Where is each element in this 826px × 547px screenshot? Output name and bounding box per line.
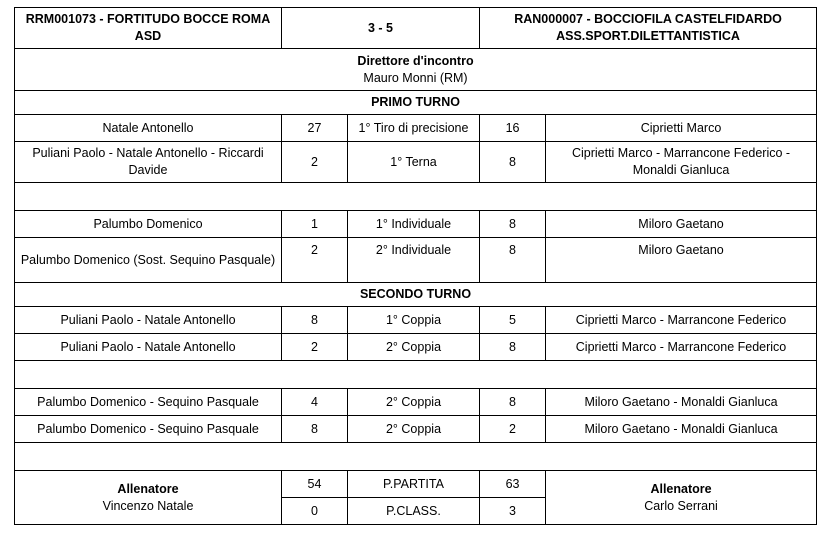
director-name: Mauro Monni (RM) xyxy=(363,70,468,85)
event-name: 2° Coppia xyxy=(348,334,480,361)
home-players: Puliani Paolo - Natale Antonello xyxy=(15,307,282,334)
away-score: 8 xyxy=(480,389,546,416)
home-points-partita: 54 xyxy=(282,471,348,498)
spacer-row xyxy=(15,361,817,389)
away-team-line1: RAN000007 - BOCCIOFILA CASTELFIDARDO xyxy=(514,12,782,26)
away-coach-label: Allenatore xyxy=(650,481,712,496)
away-score: 8 xyxy=(480,211,546,238)
away-points-class: 3 xyxy=(480,498,546,525)
away-players: Ciprietti Marco - Marrancone Federico - Monaldi Gianluca xyxy=(546,142,817,183)
table-row xyxy=(15,389,817,416)
away-score: 2 xyxy=(480,416,546,443)
spacer-row xyxy=(15,443,817,471)
home-points-class: 0 xyxy=(282,498,348,525)
home-score: 2 xyxy=(282,238,348,283)
event-name: 2° Individuale xyxy=(348,238,480,283)
away-score: 5 xyxy=(480,307,546,334)
away-players: Ciprietti Marco xyxy=(546,115,817,142)
home-score: 1 xyxy=(282,211,348,238)
match-report-table xyxy=(14,7,817,525)
home-score: 2 xyxy=(282,334,348,361)
event-name: 1° Individuale xyxy=(348,211,480,238)
totals-row-partita xyxy=(15,471,817,498)
points-class-label: P.CLASS. xyxy=(348,498,480,525)
away-score: 8 xyxy=(480,238,546,283)
away-points-partita: 63 xyxy=(480,471,546,498)
away-coach xyxy=(546,471,817,525)
home-players: Palumbo Domenico xyxy=(15,211,282,238)
home-players: Palumbo Domenico (Sost. Sequino Pasquale) xyxy=(15,238,282,283)
away-score: 16 xyxy=(480,115,546,142)
spacer-row xyxy=(15,183,817,211)
away-players: Ciprietti Marco - Marrancone Federico xyxy=(546,334,817,361)
home-coach-label: Allenatore xyxy=(117,481,179,496)
away-team-name xyxy=(480,8,817,49)
away-players: Miloro Gaetano - Monaldi Gianluca xyxy=(546,416,817,443)
director-row xyxy=(15,49,817,91)
header-row xyxy=(15,8,817,49)
away-players: Miloro Gaetano xyxy=(546,211,817,238)
away-players: Miloro Gaetano xyxy=(546,238,817,283)
away-players: Miloro Gaetano - Monaldi Gianluca xyxy=(546,389,817,416)
table-row xyxy=(15,307,817,334)
home-coach-name: Vincenzo Natale xyxy=(102,498,194,513)
event-name: 1° Coppia xyxy=(348,307,480,334)
event-name: 1° Terna xyxy=(348,142,480,183)
primo-turno-header xyxy=(15,91,817,115)
home-players: Palumbo Domenico - Sequino Pasquale xyxy=(15,389,282,416)
home-score: 2 xyxy=(282,142,348,183)
away-score: 8 xyxy=(480,142,546,183)
event-name: 2° Coppia xyxy=(348,389,480,416)
home-score: 8 xyxy=(282,416,348,443)
match-score: 3 - 5 xyxy=(282,8,480,49)
away-score: 8 xyxy=(480,334,546,361)
secondo-turno-header xyxy=(15,283,817,307)
table-row xyxy=(15,416,817,443)
table-row xyxy=(15,238,817,283)
director-label: Direttore d'incontro xyxy=(357,53,474,68)
table-row xyxy=(15,211,817,238)
home-score: 8 xyxy=(282,307,348,334)
home-score: 27 xyxy=(282,115,348,142)
home-players: Palumbo Domenico - Sequino Pasquale xyxy=(15,416,282,443)
points-partita-label: P.PARTITA xyxy=(348,471,480,498)
away-players: Ciprietti Marco - Marrancone Federico xyxy=(546,307,817,334)
table-row xyxy=(15,334,817,361)
event-name: 1° Tiro di precisione xyxy=(348,115,480,142)
home-coach xyxy=(15,471,282,525)
home-score: 4 xyxy=(282,389,348,416)
table-row xyxy=(15,115,817,142)
home-players: Puliani Paolo - Natale Antonello xyxy=(15,334,282,361)
secondo-turno-title: SECONDO TURNO xyxy=(15,283,817,307)
table-row xyxy=(15,142,817,183)
home-players: Natale Antonello xyxy=(15,115,282,142)
event-name: 2° Coppia xyxy=(348,416,480,443)
primo-turno-title: PRIMO TURNO xyxy=(15,91,817,115)
home-team-name: RRM001073 - FORTITUDO BOCCE ROMA ASD xyxy=(15,8,282,49)
home-players: Puliani Paolo - Natale Antonello - Riccardi Davide xyxy=(15,142,282,183)
away-coach-name: Carlo Serrani xyxy=(644,498,718,513)
away-team-line2: ASS.SPORT.DILETTANTISTICA xyxy=(556,29,740,43)
